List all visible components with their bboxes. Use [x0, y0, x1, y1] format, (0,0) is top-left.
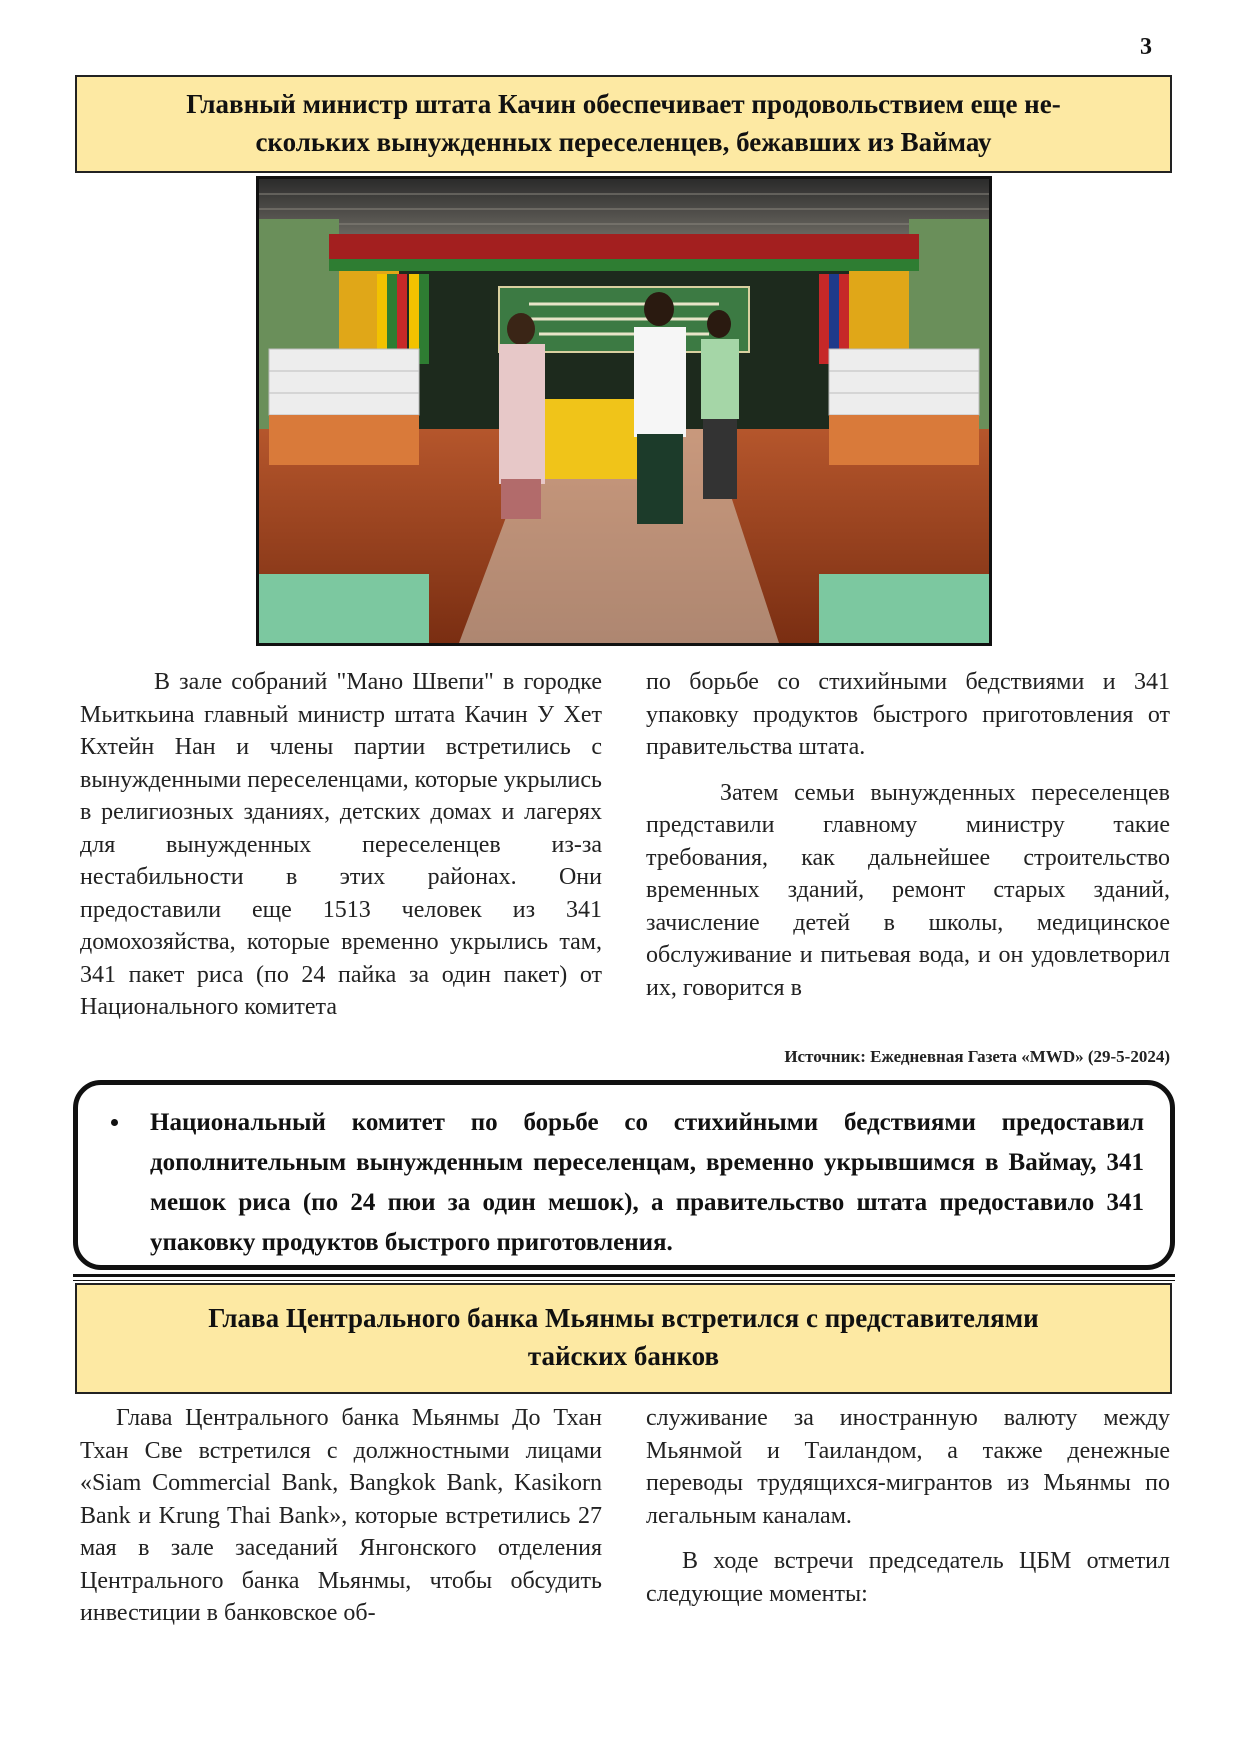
summary-list	[78, 1085, 1170, 1263]
article-2-paragraph-1: Глава Центрального банка Мьянмы До Тхан Тхан Све встретился с должностными лицами «Siam Commercial Bank, Bangkok Bank, Kasikorn Bank и Krung Thai Bank», которые встретились 27 мая в зале заседаний Янгонского отделения Центрального банка Мьянмы, чтобы обсудить инвестиции в банковское об-	[80, 1405, 602, 1626]
article-2-headline-line-1: Глава Центрального банка Мьянмы встретился с представителями	[208, 1303, 1039, 1333]
article-2-paragraph-2: служивание за иностранную валюту между Мьянмой и Таиландом, а также денежные переводы трудящихся-мигрантов из Мьянмы по легальным каналам.	[646, 1405, 1170, 1529]
article-1-headline-line-1: Главный министр штата Качин обеспечивает продовольствием еще не-	[186, 89, 1061, 119]
article-1-headline	[75, 75, 1172, 173]
section-divider-thin	[73, 1280, 1175, 1281]
article-2-headline	[75, 1283, 1172, 1394]
article-1-source: Источник: Ежедневная Газета «MWD» (29-5-2024)	[784, 1047, 1170, 1066]
page-number: 3	[1140, 34, 1152, 60]
summary-bullet: • Национальный комитет по борьбе со стихийными бедствиями предоставил дополнительным вынужденным переселенцам, временно укрывшимся в Ваймау, 341 мешок риса (по 24 пюи за один мешок), а правительство штата предоставило 341 упаковку продуктов быстрого приготовления.	[132, 1103, 1144, 1263]
article-1-paragraph-3: Затем семьи вынужденных переселенцев представили главному министру такие требования, как дальнейшее строительство временных зданий, ремонт старых зданий, зачисление детей в школы, медицинское обслуживание и питьевая вода, и он удовлетворил их, говорится в	[646, 779, 1170, 1001]
article-1-left-column	[80, 666, 602, 1024]
article-1-paragraph-2: по борьбе со стихийными бедствиями и 341 упаковку продуктов быстрого приготовления от правительства штата.	[646, 669, 1170, 760]
article-2-right-column	[646, 1402, 1170, 1610]
summary-box	[73, 1080, 1175, 1270]
article-1-photo	[256, 176, 992, 646]
article-2-left-column	[80, 1402, 602, 1630]
photo-illustration	[259, 179, 989, 643]
section-divider	[73, 1274, 1175, 1277]
article-2-headline-line-2: тайских банков	[527, 1341, 720, 1371]
article-1-paragraph-1: В зале собраний "Мано Швепи" в городке Мьиткьина главный министр штата Качин У Хет Кхтейн Нан и члены партии встретились с вынужденными переселенцами, которые укрылись в религиозных зданиях, детских домах и лагерях для вынужденных переселенцев из-за нестабильности в этих районах. Они предоставили еще 1513 человек из 341 домохозяйства, которые временно укрылись там, 341 пакет риса (по 24 пайка за один пакет) от Национального комитета	[80, 669, 602, 1020]
article-1-headline-line-2: скольких вынужденных переселенцев, бежавших из Ваймау	[255, 127, 992, 157]
article-2-paragraph-3: В ходе встречи председатель ЦБМ отметил следующие моменты:	[646, 1548, 1170, 1607]
article-1-right-column	[646, 666, 1170, 1004]
